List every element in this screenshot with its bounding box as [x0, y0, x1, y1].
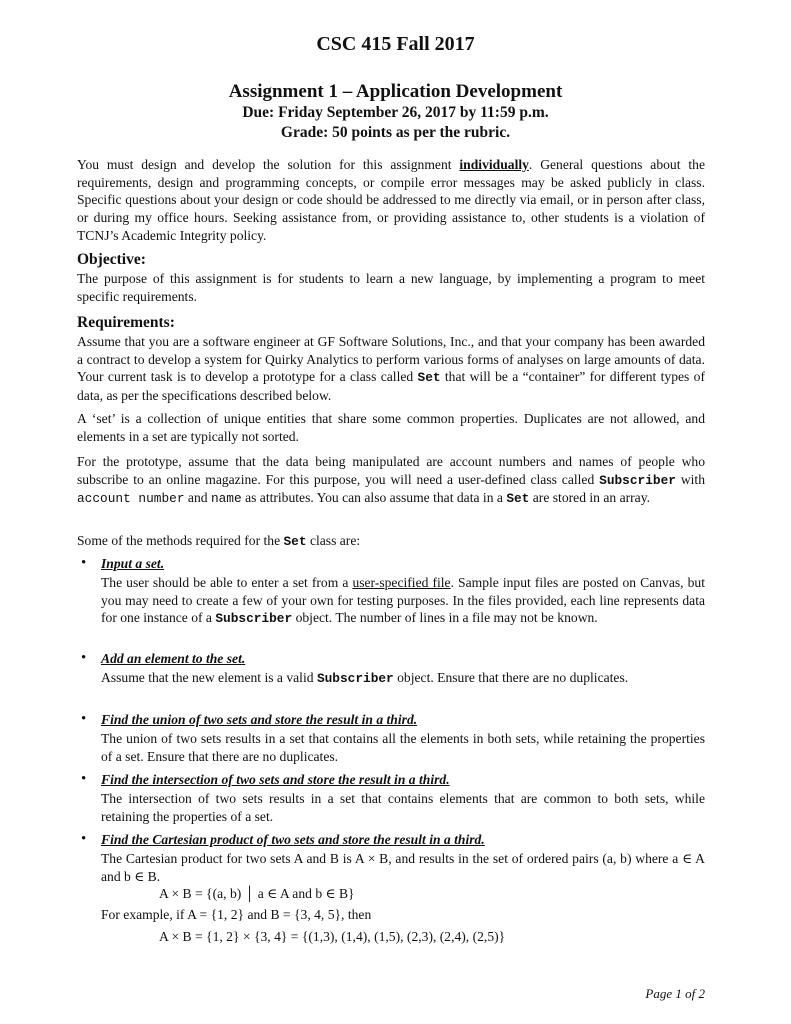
- requirements-paragraph-3: For the prototype, assume that the data being manipulated are account numbers and names of people who subscribe to an online magazine. For this purpose, you will need a user-defined class called Subscriber with account number and name as attributes. You can also assume that data in a Set are stored in an array.: [77, 454, 705, 507]
- cartesian-example-formula: A × B = {1, 2} × {3, 4} = {(1,3), (1,4), (1,5), (2,3), (2,4), (2,5)}: [159, 929, 506, 944]
- method-title-cartesian: Find the Cartesian product of two sets and store the result in a third.: [101, 832, 485, 847]
- bullet-marker: •: [81, 555, 87, 571]
- course-title: CSC 415 Fall 2017: [316, 33, 475, 55]
- objective-text: The purpose of this assignment is for students to learn a new language, by implementing a program to meet specific requirements.: [77, 271, 705, 304]
- due-date: Due: Friday September 26, 2017 by 11:59 p.m.: [242, 104, 549, 121]
- method-body-cartesian: The Cartesian product for two sets A and B is A × B, and results in the set of ordered pairs (a, b) where a ∈ A and b ∈ B.: [101, 851, 705, 884]
- method-title-union: Find the union of two sets and store the result in a third.: [101, 712, 418, 727]
- method-body-add-element: Assume that the new element is a valid Subscriber object. Ensure that there are no duplicates.: [101, 670, 629, 686]
- method-body-input-set: The user should be able to enter a set from a user-specified file. Sample input files are posted on Canvas, but you may need to create a few of your own for testing purposes. In the files provided, each line represents data for one instance of a Subscriber object. The number of lines in a file may not be known.: [101, 575, 705, 627]
- bullet-marker: •: [81, 831, 87, 847]
- bullet-marker: •: [81, 650, 87, 666]
- assignment-title: Assignment 1 – Application Development: [228, 81, 563, 102]
- method-body-union: The union of two sets results in a set that contains all the elements in both sets, while retaining the properties of a set. Ensure that there are no duplicates.: [101, 731, 705, 764]
- user-specified-file-link: user-specified file: [352, 575, 451, 590]
- method-title-intersection: Find the intersection of two sets and store the result in a third.: [101, 772, 450, 787]
- methods-intro: Some of the methods required for the Set class are:: [77, 533, 361, 549]
- requirements-paragraph-1: Assume that you are a software engineer at GF Software Solutions, Inc., and that your company has been awarded a contract to develop a system for Quirky Analytics to perform various forms of analyses on large amounts of data. Your current task is to develop a prototype for a class called Set that will be a “container” for different types of data, as per the specifications described below.: [77, 334, 705, 404]
- cartesian-example-text: For example, if A = {1, 2} and B = {3, 4, 5}, then: [101, 907, 372, 922]
- objective-heading: Objective:: [77, 251, 146, 268]
- method-title-add-element: Add an element to the set.: [101, 651, 246, 666]
- method-title-input-set: Input a set.: [101, 556, 165, 571]
- requirements-heading: Requirements:: [77, 314, 175, 331]
- bullet-marker: •: [81, 771, 87, 787]
- bullet-marker: •: [81, 711, 87, 727]
- individually-emphasis: individually: [459, 157, 529, 172]
- requirements-paragraph-2: A ‘set’ is a collection of unique entities that share some common properties. Duplicates are not allowed, and elements in a set are typically not sorted.: [77, 411, 705, 444]
- intro-paragraph: You must design and develop the solution for this assignment individually. General questions about the requirements, design and programming concepts, or compile error messages may be asked publicly in class. Specific questions about your design or code should be addressed to me directly via email, or in person after class, or during my office hours. Seeking assistance from, or providing assistance to, other students is a violation of TCNJ’s Academic Integrity policy.: [77, 157, 705, 243]
- grade-info: Grade: 50 points as per the rubric.: [280, 124, 511, 141]
- page-number: Page 1 of 2: [645, 986, 705, 1001]
- cartesian-definition-formula: A × B = {(a, b) │ a ∈ A and b ∈ B}: [159, 886, 355, 901]
- method-body-intersection: The intersection of two sets results in a set that contains elements that are common to both sets, while retaining the properties of a set.: [101, 791, 705, 824]
